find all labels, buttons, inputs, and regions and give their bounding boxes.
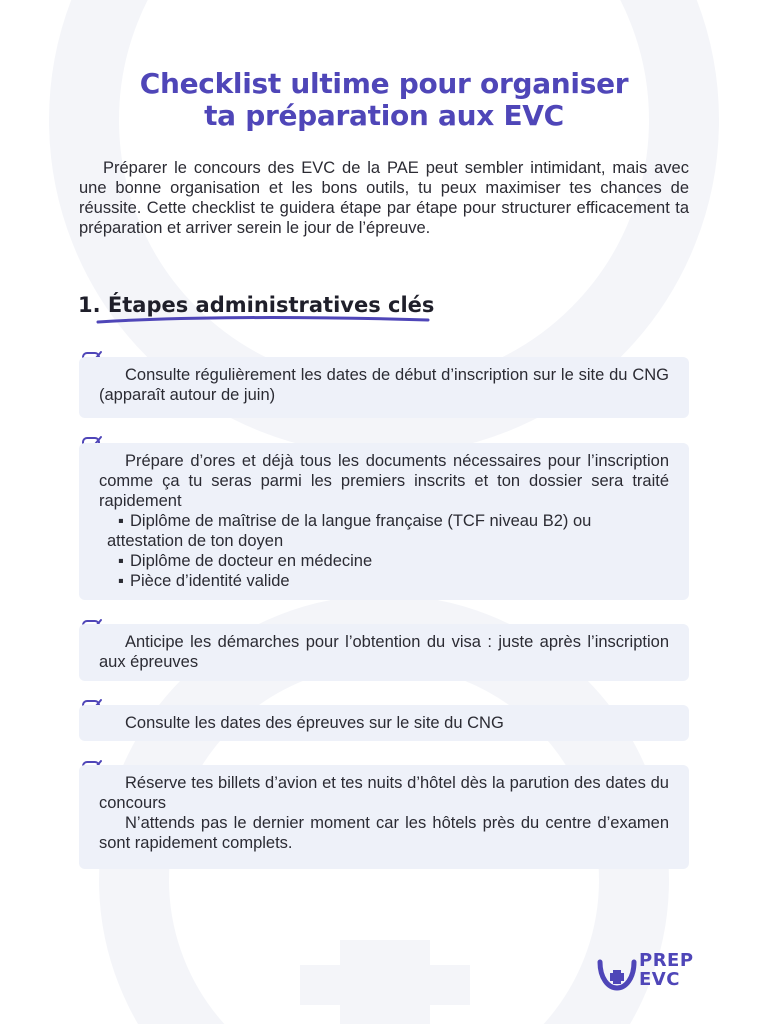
- page-title: [60, 68, 708, 132]
- checklist-item: [79, 705, 689, 741]
- checklist-item-text: Réserve tes billets d’avion et tes nuits d’hôtel dès la parution des dates du concours: [99, 774, 669, 812]
- checklist-item-note: N’attends pas le dernier moment car les hôtels près du centre d’examen sont rapidement complets.: [99, 814, 669, 852]
- title-line-2: ta préparation aux EVC: [204, 99, 564, 132]
- checklist-item: [79, 765, 689, 869]
- logo-line-2: EVC: [639, 969, 680, 990]
- list-item-continuation: attestation de ton doyen: [107, 532, 284, 550]
- checklist-item-text: Consulte les dates des épreuves sur le site du CNG: [125, 714, 504, 732]
- checklist-item: [79, 624, 689, 681]
- checklist-item-text: Prépare d’ores et déjà tous les documents nécessaires pour l’inscription comme ça tu seras parmi les premiers inscrits et ton dossier sera traité rapidement: [99, 452, 669, 510]
- title-line-1: Checklist ultime pour organiser: [139, 67, 629, 100]
- list-item: ▪ Pièce d’identité valide: [118, 572, 290, 590]
- list-item: ▪ Diplôme de maîtrise de la langue française (TCF niveau B2) ou: [118, 512, 592, 530]
- document-list: [99, 511, 669, 591]
- heading-underline: [96, 313, 432, 327]
- checklist-item: [79, 443, 689, 600]
- logo-wordmark: [639, 951, 694, 989]
- checklist-item: [79, 357, 689, 418]
- intro-paragraph: Préparer le concours des EVC de la PAE peut sembler intimidant, mais avec une bonne organisation et les bons outils, tu peux maximiser tes chances de réussite. Cette checklist te guidera étape par étape pour structurer efficacement ta préparation et arriver serein le jour de l’épreuve.: [79, 159, 689, 237]
- checklist-item-text: Consulte régulièrement les dates de début d’inscription sur le site du CNG (apparaît autour de juin): [99, 366, 669, 404]
- logo-line-1: PREP: [639, 950, 694, 971]
- section-title: Étapes administratives clés: [107, 293, 435, 317]
- section-number: 1.: [78, 293, 101, 317]
- checklist-item-text: Anticipe les démarches pour l’obtention du visa : juste après l’inscription aux épreuves: [99, 633, 669, 671]
- list-item: ▪ Diplôme de docteur en médecine: [118, 552, 373, 570]
